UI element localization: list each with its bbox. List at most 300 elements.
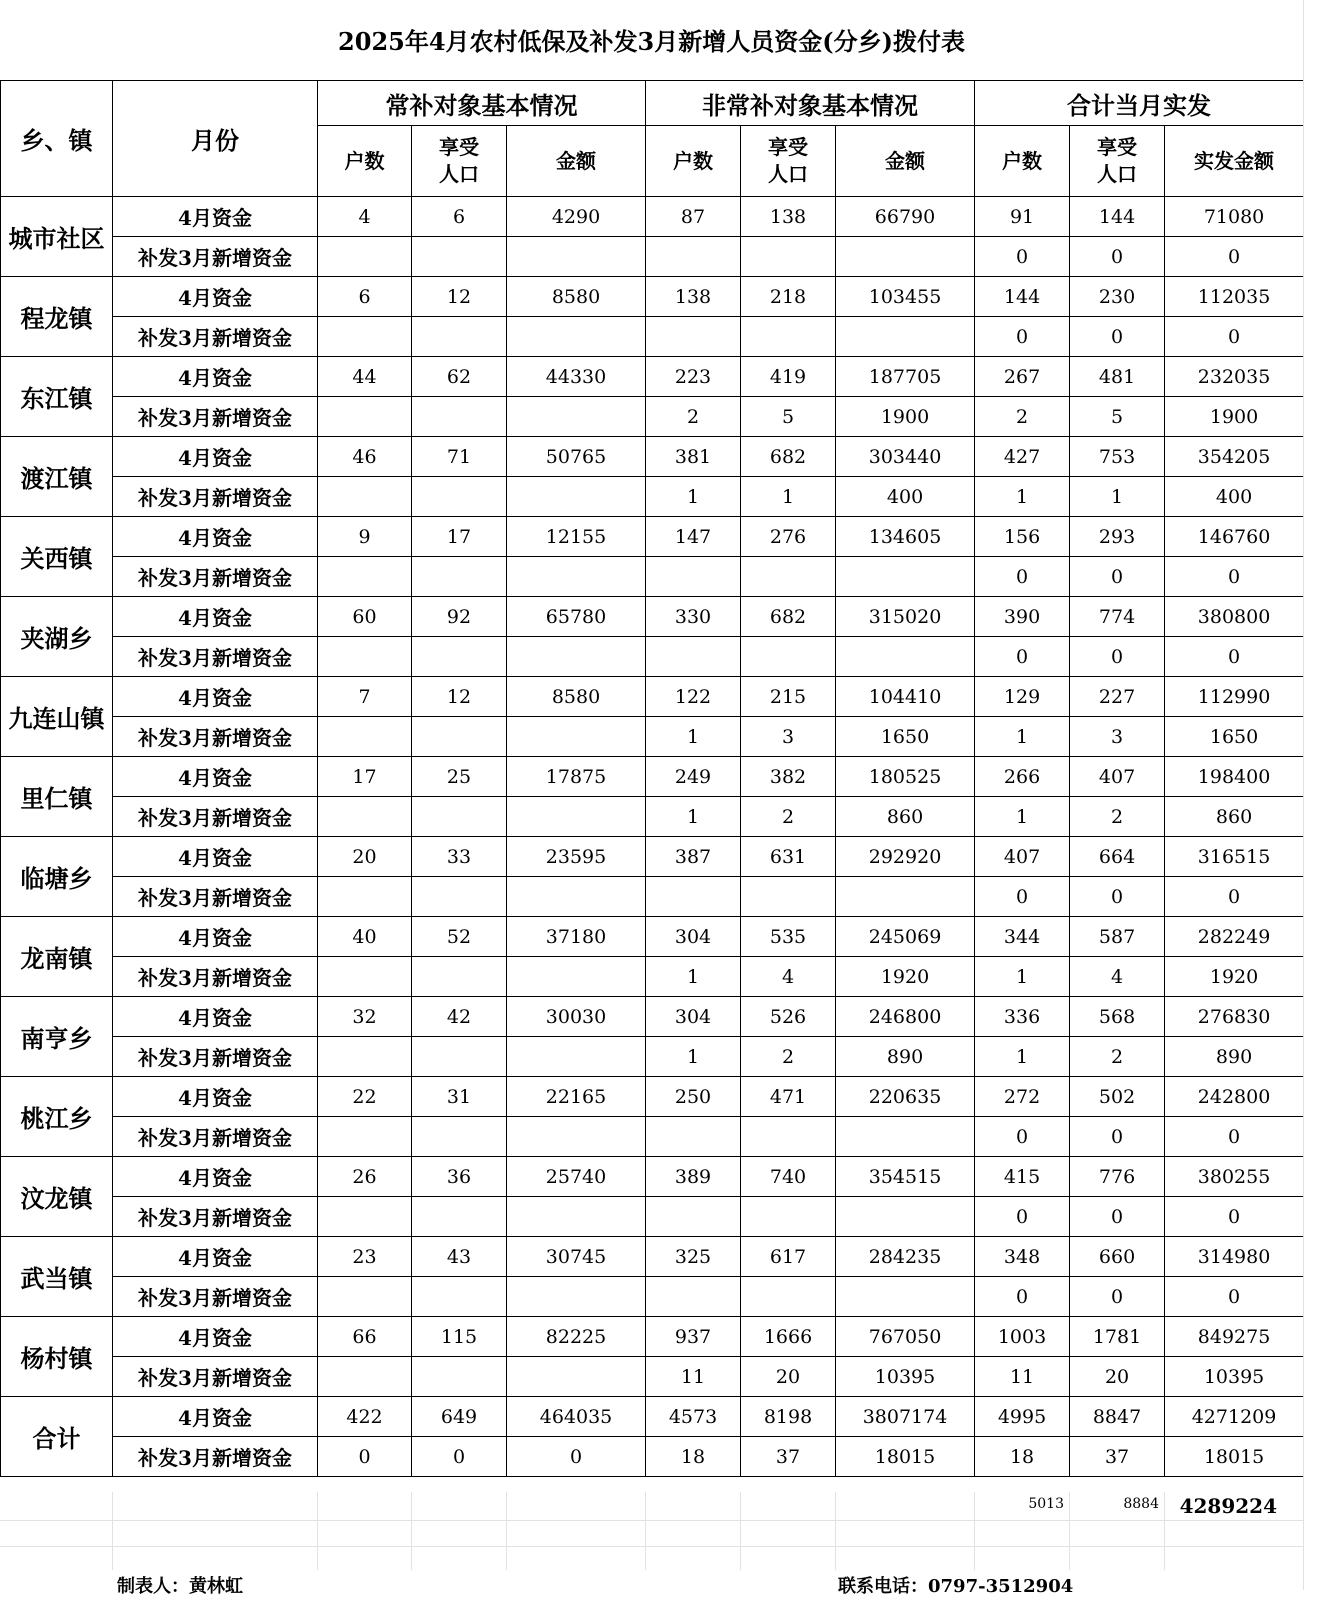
irregular-people-cell: 4 (741, 957, 836, 997)
table-row (1, 357, 1304, 397)
regular-people-cell (412, 797, 507, 837)
irregular-amount-cell: 860 (836, 797, 975, 837)
month-cell: 4月资金 (113, 597, 318, 637)
regular-households-cell: 26 (318, 1157, 412, 1197)
irregular-people-cell (741, 1197, 836, 1237)
irregular-households-cell: 304 (646, 917, 741, 957)
total-paid-amount-cell: 146760 (1165, 517, 1304, 557)
total-people-cell: 664 (1070, 837, 1165, 877)
total-paid-amount-cell: 4271209 (1165, 1397, 1304, 1437)
month-cell: 补发3月新增资金 (113, 317, 318, 357)
header-regular-people: 享受 人口 (412, 126, 507, 197)
total-paid-amount-cell: 890 (1165, 1037, 1304, 1077)
regular-amount-cell (507, 877, 646, 917)
regular-amount-cell: 44330 (507, 357, 646, 397)
total-households-cell: 1 (975, 797, 1070, 837)
regular-people-cell: 6 (412, 197, 507, 237)
total-people-cell: 144 (1070, 197, 1165, 237)
total-people-cell: 0 (1070, 237, 1165, 277)
irregular-people-cell: 382 (741, 757, 836, 797)
header-total-people: 享受 人口 (1070, 126, 1165, 197)
total-households-cell: 156 (975, 517, 1070, 557)
total-paid-amount-cell: 0 (1165, 877, 1304, 917)
regular-people-cell: 12 (412, 277, 507, 317)
table-row (1, 477, 1304, 517)
regular-amount-cell (507, 1117, 646, 1157)
month-cell: 补发3月新增资金 (113, 397, 318, 437)
month-cell: 4月资金 (113, 197, 318, 237)
total-people-cell: 37 (1070, 1437, 1165, 1477)
regular-amount-cell: 25740 (507, 1157, 646, 1197)
month-cell: 4月资金 (113, 517, 318, 557)
table-row (1, 1237, 1304, 1277)
irregular-people-cell (741, 1277, 836, 1317)
irregular-households-cell: 138 (646, 277, 741, 317)
irregular-amount-cell: 284235 (836, 1237, 975, 1277)
irregular-amount-cell: 18015 (836, 1437, 975, 1477)
total-people-cell: 753 (1070, 437, 1165, 477)
irregular-amount-cell: 890 (836, 1037, 975, 1077)
irregular-households-cell: 381 (646, 437, 741, 477)
total-paid-amount-cell: 1650 (1165, 717, 1304, 757)
regular-people-cell: 25 (412, 757, 507, 797)
regular-households-cell: 6 (318, 277, 412, 317)
total-paid-amount-cell: 112990 (1165, 677, 1304, 717)
regular-amount-cell: 8580 (507, 677, 646, 717)
gridline (0, 1546, 1303, 1547)
total-households-cell: 1 (975, 957, 1070, 997)
month-cell: 4月资金 (113, 997, 318, 1037)
month-cell: 4月资金 (113, 917, 318, 957)
irregular-people-cell: 5 (741, 397, 836, 437)
table-row (1, 517, 1304, 557)
total-people-cell: 0 (1070, 317, 1165, 357)
regular-households-cell: 17 (318, 757, 412, 797)
total-paid-amount-cell: 0 (1165, 637, 1304, 677)
irregular-households-cell: 250 (646, 1077, 741, 1117)
irregular-households-cell: 389 (646, 1157, 741, 1197)
regular-people-cell (412, 557, 507, 597)
regular-amount-cell: 464035 (507, 1397, 646, 1437)
total-paid-amount-cell: 849275 (1165, 1317, 1304, 1357)
irregular-amount-cell: 400 (836, 477, 975, 517)
regular-amount-cell (507, 1037, 646, 1077)
total-households-cell: 344 (975, 917, 1070, 957)
town-cell: 临塘乡 (1, 837, 113, 917)
total-people-cell: 293 (1070, 517, 1165, 557)
table-row (1, 717, 1304, 757)
header-group-total: 合计当月实发 (975, 81, 1304, 126)
irregular-amount-cell: 767050 (836, 1317, 975, 1357)
regular-people-cell (412, 317, 507, 357)
regular-people-cell (412, 237, 507, 277)
month-cell: 补发3月新增资金 (113, 717, 318, 757)
irregular-households-cell: 2 (646, 397, 741, 437)
regular-amount-cell (507, 797, 646, 837)
irregular-amount-cell: 187705 (836, 357, 975, 397)
total-people-cell: 0 (1070, 877, 1165, 917)
total-households-cell: 0 (975, 237, 1070, 277)
total-people-cell: 407 (1070, 757, 1165, 797)
regular-people-cell (412, 957, 507, 997)
total-households-cell: 0 (975, 1117, 1070, 1157)
table-row (1, 957, 1304, 997)
total-paid-amount-cell: 10395 (1165, 1357, 1304, 1397)
month-cell: 4月资金 (113, 677, 318, 717)
irregular-households-cell: 325 (646, 1237, 741, 1277)
total-paid-amount-cell: 314980 (1165, 1237, 1304, 1277)
regular-households-cell (318, 637, 412, 677)
regular-people-cell (412, 1197, 507, 1237)
regular-amount-cell (507, 1197, 646, 1237)
irregular-amount-cell: 66790 (836, 197, 975, 237)
regular-people-cell: 43 (412, 1237, 507, 1277)
regular-people-cell (412, 877, 507, 917)
total-households-cell: 144 (975, 277, 1070, 317)
irregular-amount-cell: 180525 (836, 757, 975, 797)
irregular-people-cell: 215 (741, 677, 836, 717)
table-row (1, 637, 1304, 677)
total-households-cell: 415 (975, 1157, 1070, 1197)
irregular-people-cell: 682 (741, 597, 836, 637)
irregular-people-cell: 526 (741, 997, 836, 1037)
irregular-amount-cell: 1920 (836, 957, 975, 997)
extra-amount-total: 4289224 (1179, 1494, 1277, 1518)
regular-households-cell (318, 877, 412, 917)
table-row (1, 277, 1304, 317)
regular-people-cell (412, 397, 507, 437)
phone-label: 联系电话：0797-3512904 (838, 1576, 1074, 1597)
header-total-households: 户数 (975, 126, 1070, 197)
regular-households-cell: 23 (318, 1237, 412, 1277)
total-people-cell: 502 (1070, 1077, 1165, 1117)
regular-households-cell (318, 797, 412, 837)
month-cell: 4月资金 (113, 437, 318, 477)
irregular-amount-cell: 354515 (836, 1157, 975, 1197)
total-households-cell: 1 (975, 1037, 1070, 1077)
regular-households-cell: 32 (318, 997, 412, 1037)
regular-households-cell: 9 (318, 517, 412, 557)
regular-people-cell: 115 (412, 1317, 507, 1357)
total-people-cell: 0 (1070, 1277, 1165, 1317)
regular-people-cell: 649 (412, 1397, 507, 1437)
regular-households-cell (318, 397, 412, 437)
irregular-amount-cell (836, 317, 975, 357)
month-cell: 补发3月新增资金 (113, 237, 318, 277)
irregular-households-cell (646, 877, 741, 917)
irregular-households-cell: 18 (646, 1437, 741, 1477)
table-row (1, 917, 1304, 957)
regular-households-cell: 46 (318, 437, 412, 477)
irregular-people-cell: 3 (741, 717, 836, 757)
irregular-households-cell: 147 (646, 517, 741, 557)
table-row (1, 1197, 1304, 1237)
total-paid-amount-cell: 198400 (1165, 757, 1304, 797)
regular-amount-cell (507, 637, 646, 677)
total-households-cell: 91 (975, 197, 1070, 237)
regular-amount-cell: 50765 (507, 437, 646, 477)
irregular-households-cell (646, 1117, 741, 1157)
regular-amount-cell: 23595 (507, 837, 646, 877)
total-households-cell: 407 (975, 837, 1070, 877)
town-cell: 南亨乡 (1, 997, 113, 1077)
regular-households-cell (318, 1197, 412, 1237)
header-group-regular: 常补对象基本情况 (318, 81, 646, 126)
table-row (1, 997, 1304, 1037)
regular-households-cell: 66 (318, 1317, 412, 1357)
month-cell: 补发3月新增资金 (113, 1037, 318, 1077)
regular-amount-cell: 82225 (507, 1317, 646, 1357)
table-row (1, 877, 1304, 917)
total-paid-amount-cell: 380255 (1165, 1157, 1304, 1197)
irregular-people-cell (741, 637, 836, 677)
irregular-people-cell: 1 (741, 477, 836, 517)
irregular-households-cell (646, 237, 741, 277)
header-regular-households: 户数 (318, 126, 412, 197)
gridline (645, 1492, 646, 1570)
regular-households-cell: 60 (318, 597, 412, 637)
irregular-people-cell: 8198 (741, 1397, 836, 1437)
regular-people-cell (412, 1277, 507, 1317)
total-paid-amount-cell: 0 (1165, 1117, 1304, 1157)
total-paid-amount-cell: 18015 (1165, 1437, 1304, 1477)
month-cell: 补发3月新增资金 (113, 1277, 318, 1317)
total-paid-amount-cell: 276830 (1165, 997, 1304, 1037)
irregular-people-cell (741, 557, 836, 597)
total-households-cell: 427 (975, 437, 1070, 477)
irregular-households-cell: 223 (646, 357, 741, 397)
month-cell: 补发3月新增资金 (113, 557, 318, 597)
irregular-people-cell (741, 237, 836, 277)
total-paid-amount-cell: 0 (1165, 1197, 1304, 1237)
table-row (1, 1077, 1304, 1117)
total-people-cell: 568 (1070, 997, 1165, 1037)
gridline (740, 1492, 741, 1570)
irregular-people-cell: 740 (741, 1157, 836, 1197)
table-row (1, 677, 1304, 717)
extra-people-total: 8884 (1123, 1496, 1159, 1512)
gridline (506, 1492, 507, 1570)
table-row (1, 1397, 1304, 1437)
irregular-amount-cell (836, 1277, 975, 1317)
page-title: 2025年4月农村低保及补发3月新增人员资金(分乡)拨付表 (338, 27, 965, 56)
town-cell: 桃江乡 (1, 1077, 113, 1157)
irregular-amount-cell: 303440 (836, 437, 975, 477)
regular-amount-cell (507, 397, 646, 437)
irregular-amount-cell (836, 237, 975, 277)
table-row (1, 1117, 1304, 1157)
irregular-amount-cell (836, 877, 975, 917)
total-paid-amount-cell: 1920 (1165, 957, 1304, 997)
regular-households-cell (318, 1357, 412, 1397)
header-regular-amount: 金额 (507, 126, 646, 197)
irregular-amount-cell: 104410 (836, 677, 975, 717)
total-households-cell: 1003 (975, 1317, 1070, 1357)
irregular-amount-cell: 246800 (836, 997, 975, 1037)
irregular-households-cell: 387 (646, 837, 741, 877)
irregular-households-cell: 11 (646, 1357, 741, 1397)
total-people-cell: 0 (1070, 637, 1165, 677)
irregular-households-cell: 122 (646, 677, 741, 717)
regular-people-cell (412, 637, 507, 677)
month-cell: 补发3月新增资金 (113, 637, 318, 677)
table-row (1, 397, 1304, 437)
irregular-households-cell: 1 (646, 957, 741, 997)
table-body (1, 197, 1304, 1477)
irregular-households-cell: 1 (646, 1037, 741, 1077)
town-cell: 武当镇 (1, 1237, 113, 1317)
month-cell: 补发3月新增资金 (113, 1117, 318, 1157)
month-cell: 补发3月新增资金 (113, 1197, 318, 1237)
header-month: 月份 (113, 81, 318, 197)
regular-amount-cell (507, 237, 646, 277)
regular-people-cell: 71 (412, 437, 507, 477)
regular-amount-cell (507, 1277, 646, 1317)
total-people-cell: 4 (1070, 957, 1165, 997)
total-households-cell: 0 (975, 637, 1070, 677)
total-paid-amount-cell: 71080 (1165, 197, 1304, 237)
table-row (1, 557, 1304, 597)
total-households-cell: 0 (975, 1277, 1070, 1317)
town-cell: 龙南镇 (1, 917, 113, 997)
table-row (1, 1157, 1304, 1197)
month-cell: 补发3月新增资金 (113, 1357, 318, 1397)
regular-households-cell: 422 (318, 1397, 412, 1437)
irregular-amount-cell: 1650 (836, 717, 975, 757)
allocation-table (0, 80, 1304, 1477)
total-paid-amount-cell: 400 (1165, 477, 1304, 517)
town-cell: 关西镇 (1, 517, 113, 597)
irregular-people-cell (741, 1117, 836, 1157)
regular-people-cell: 62 (412, 357, 507, 397)
total-people-cell: 2 (1070, 797, 1165, 837)
irregular-households-cell (646, 1277, 741, 1317)
regular-households-cell: 7 (318, 677, 412, 717)
regular-people-cell (412, 477, 507, 517)
regular-amount-cell: 4290 (507, 197, 646, 237)
total-households-cell: 0 (975, 1197, 1070, 1237)
month-cell: 4月资金 (113, 757, 318, 797)
total-paid-amount-cell: 242800 (1165, 1077, 1304, 1117)
regular-people-cell: 92 (412, 597, 507, 637)
total-people-cell: 5 (1070, 397, 1165, 437)
regular-people-cell: 33 (412, 837, 507, 877)
regular-amount-cell (507, 477, 646, 517)
total-paid-amount-cell: 316515 (1165, 837, 1304, 877)
regular-households-cell (318, 317, 412, 357)
regular-people-cell (412, 717, 507, 757)
regular-households-cell (318, 1037, 412, 1077)
total-people-cell: 227 (1070, 677, 1165, 717)
regular-households-cell (318, 557, 412, 597)
total-households-cell: 1 (975, 477, 1070, 517)
regular-households-cell (318, 717, 412, 757)
total-paid-amount-cell: 0 (1165, 237, 1304, 277)
extra-households-total: 5013 (1028, 1496, 1064, 1512)
table-row (1, 317, 1304, 357)
irregular-amount-cell: 315020 (836, 597, 975, 637)
month-cell: 补发3月新增资金 (113, 1437, 318, 1477)
irregular-people-cell: 37 (741, 1437, 836, 1477)
irregular-people-cell: 419 (741, 357, 836, 397)
month-cell: 4月资金 (113, 1077, 318, 1117)
town-cell: 程龙镇 (1, 277, 113, 357)
irregular-amount-cell: 292920 (836, 837, 975, 877)
total-households-cell: 272 (975, 1077, 1070, 1117)
table-row (1, 1357, 1304, 1397)
table-row (1, 237, 1304, 277)
table-row (1, 1437, 1304, 1477)
regular-amount-cell: 30745 (507, 1237, 646, 1277)
table-row (1, 797, 1304, 837)
irregular-amount-cell (836, 557, 975, 597)
total-people-cell: 3 (1070, 717, 1165, 757)
regular-households-cell: 20 (318, 837, 412, 877)
irregular-people-cell: 471 (741, 1077, 836, 1117)
total-people-cell: 230 (1070, 277, 1165, 317)
month-cell: 4月资金 (113, 1237, 318, 1277)
total-people-cell: 0 (1070, 1117, 1165, 1157)
total-households-cell: 2 (975, 397, 1070, 437)
irregular-households-cell: 1 (646, 717, 741, 757)
town-cell: 夹湖乡 (1, 597, 113, 677)
irregular-people-cell: 276 (741, 517, 836, 557)
total-households-cell: 129 (975, 677, 1070, 717)
total-people-cell: 8847 (1070, 1397, 1165, 1437)
regular-households-cell (318, 237, 412, 277)
table-row (1, 837, 1304, 877)
table-row (1, 437, 1304, 477)
regular-people-cell (412, 1117, 507, 1157)
month-cell: 补发3月新增资金 (113, 477, 318, 517)
regular-households-cell (318, 477, 412, 517)
month-cell: 4月资金 (113, 1157, 318, 1197)
regular-amount-cell: 12155 (507, 517, 646, 557)
gridline (1303, 0, 1304, 1590)
irregular-amount-cell: 103455 (836, 277, 975, 317)
irregular-people-cell (741, 317, 836, 357)
total-people-cell: 20 (1070, 1357, 1165, 1397)
header-town: 乡、镇 (1, 81, 113, 197)
regular-households-cell (318, 1277, 412, 1317)
regular-people-cell: 17 (412, 517, 507, 557)
irregular-households-cell: 1 (646, 477, 741, 517)
irregular-people-cell: 535 (741, 917, 836, 957)
month-cell: 4月资金 (113, 357, 318, 397)
table-row (1, 1317, 1304, 1357)
regular-households-cell (318, 1117, 412, 1157)
irregular-amount-cell (836, 637, 975, 677)
total-households-cell: 0 (975, 877, 1070, 917)
irregular-people-cell: 617 (741, 1237, 836, 1277)
regular-amount-cell (507, 717, 646, 757)
total-people-cell: 1781 (1070, 1317, 1165, 1357)
irregular-people-cell (741, 877, 836, 917)
irregular-people-cell: 218 (741, 277, 836, 317)
irregular-households-cell (646, 557, 741, 597)
total-households-cell: 0 (975, 317, 1070, 357)
total-paid-amount-cell: 1900 (1165, 397, 1304, 437)
total-people-cell: 660 (1070, 1237, 1165, 1277)
regular-amount-cell: 65780 (507, 597, 646, 637)
total-people-cell: 1 (1070, 477, 1165, 517)
total-households-cell: 1 (975, 717, 1070, 757)
irregular-people-cell: 20 (741, 1357, 836, 1397)
irregular-households-cell: 937 (646, 1317, 741, 1357)
total-households-cell: 18 (975, 1437, 1070, 1477)
total-paid-amount-cell: 860 (1165, 797, 1304, 837)
irregular-people-cell: 138 (741, 197, 836, 237)
